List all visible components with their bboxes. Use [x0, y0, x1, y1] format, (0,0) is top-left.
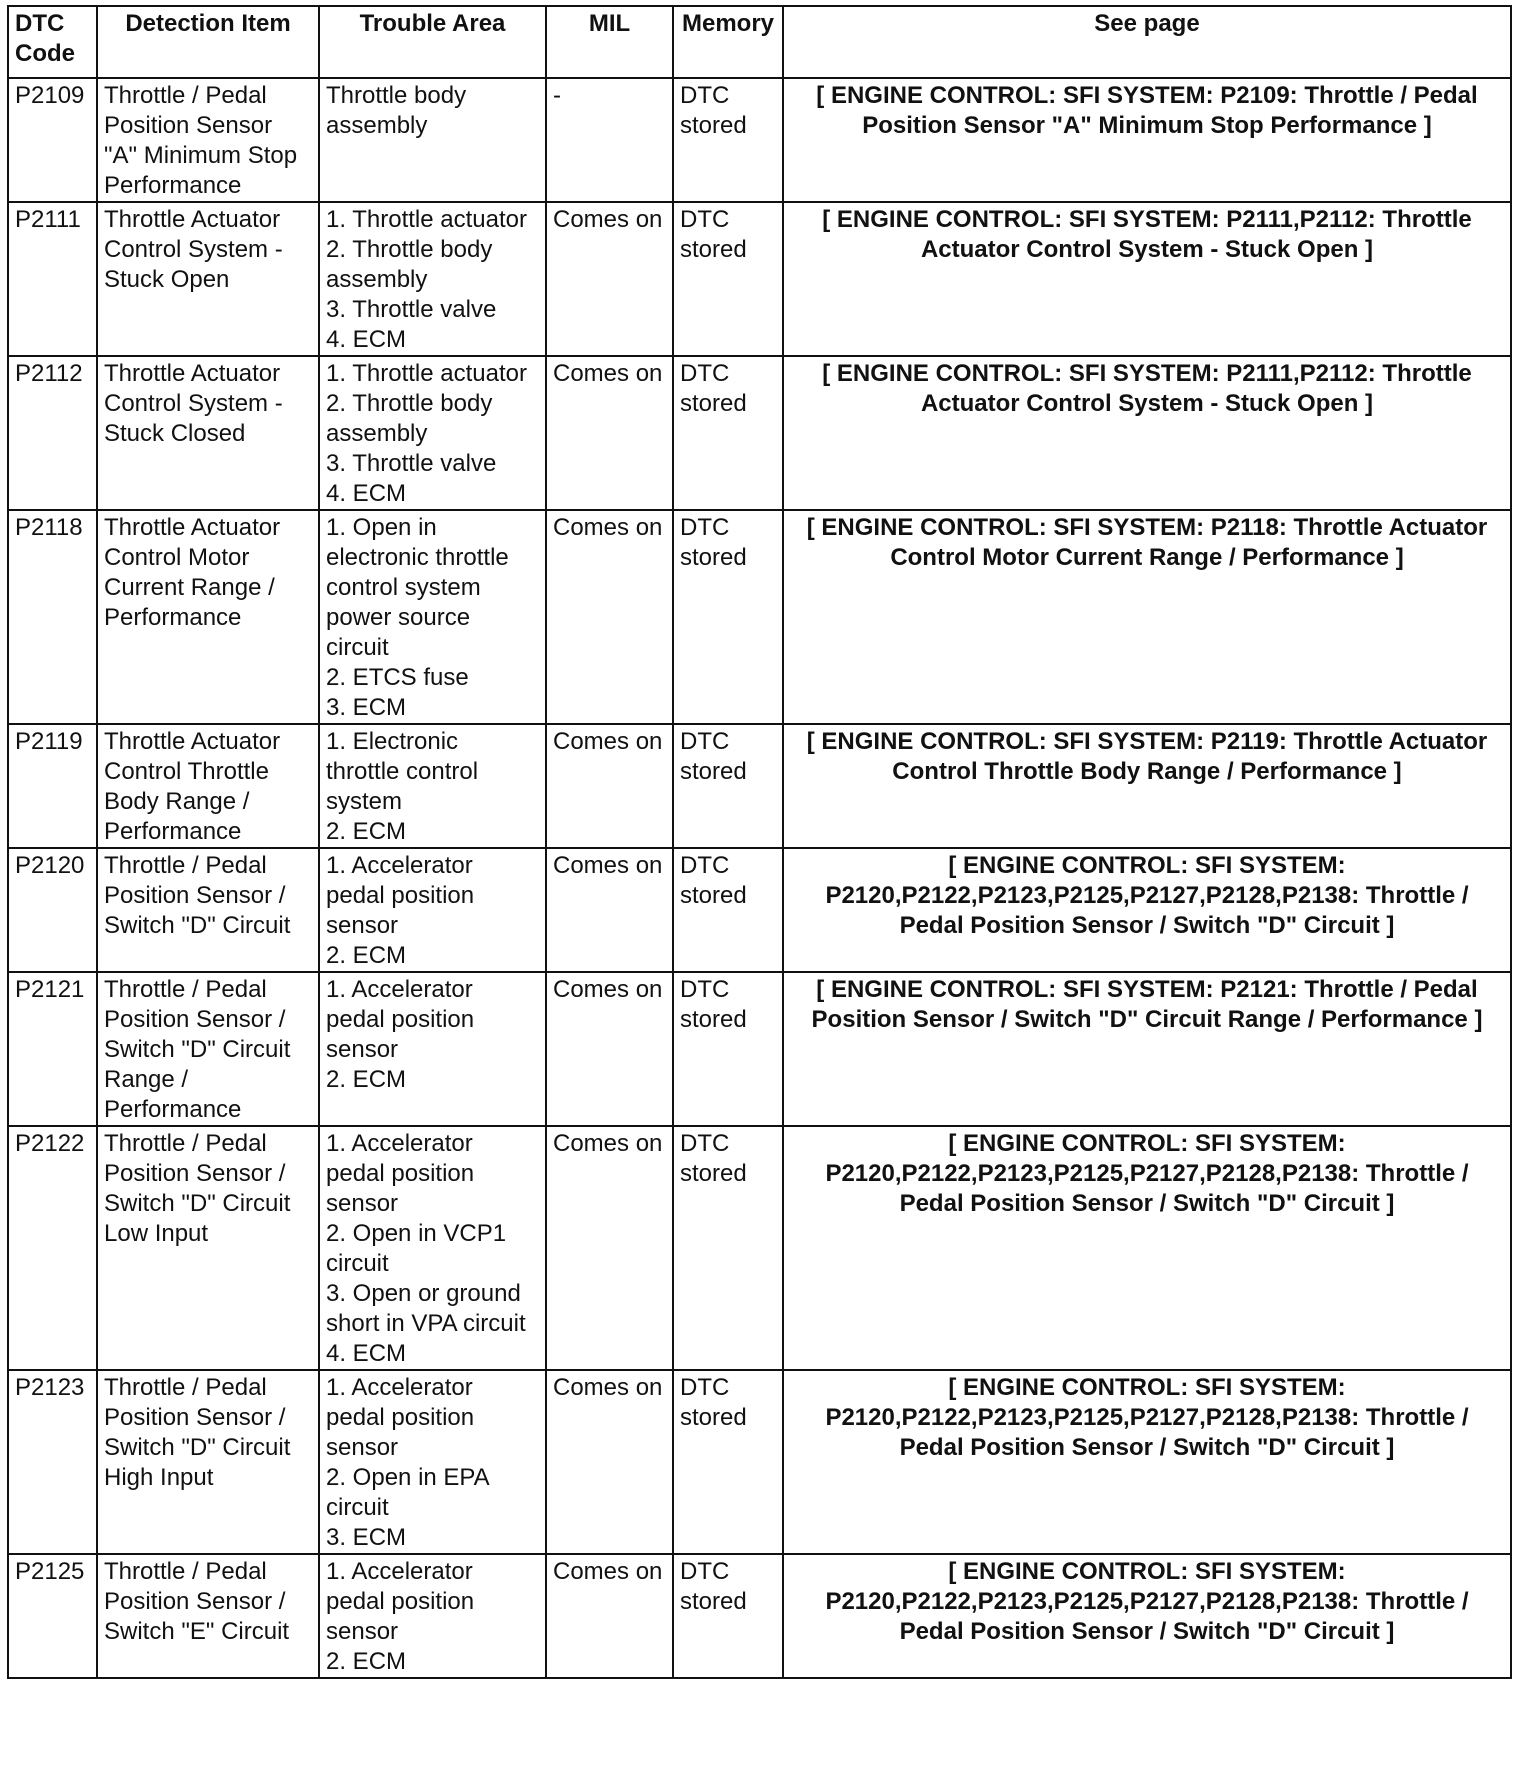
header-memory: Memory: [673, 6, 783, 78]
detection-item-line: Switch "E" Circuit: [104, 1618, 290, 1645]
memory-line: DTC: [680, 852, 730, 879]
dtc-code-cell: P2122: [8, 1126, 97, 1370]
trouble-area-line: 2. Throttle body: [326, 390, 493, 417]
trouble-area-line: assembly: [326, 112, 428, 139]
detection-item-line: Throttle Actuator: [104, 360, 281, 387]
trouble-area-line: system: [326, 788, 403, 815]
table-row: [8, 1370, 1511, 1554]
memory-line: stored: [680, 882, 747, 909]
see-page-line: [ ENGINE CONTROL: SFI SYSTEM:: [948, 1558, 1346, 1585]
trouble-area-line: 2. ECM: [326, 1648, 407, 1675]
trouble-area-line: circuit: [326, 1250, 389, 1277]
mil-cell: Comes on: [546, 848, 673, 972]
detection-item-line: Range /: [104, 1066, 189, 1093]
trouble-area-line: Throttle body: [326, 82, 467, 109]
detection-item-line: Position Sensor /: [104, 882, 286, 909]
trouble-area-line: electronic throttle: [326, 544, 509, 571]
table-row: [8, 202, 1511, 356]
trouble-area-line: 2. ECM: [326, 942, 407, 969]
trouble-area-line: pedal position: [326, 1006, 475, 1033]
memory-line: stored: [680, 1160, 747, 1187]
detection-item-cell: [97, 356, 319, 510]
trouble-area-line: circuit: [326, 634, 389, 661]
detection-item-cell: [97, 848, 319, 972]
dtc-code-cell: P2111: [8, 202, 97, 356]
trouble-area-cell: [319, 356, 546, 510]
trouble-area-cell: [319, 1126, 546, 1370]
memory-cell: [673, 972, 783, 1126]
trouble-area-line: assembly: [326, 420, 428, 447]
detection-item-cell: [97, 78, 319, 202]
detection-item-line: Throttle / Pedal: [104, 852, 267, 879]
see-page-line: P2120,P2122,P2123,P2125,P2127,P2128,P2138: Throttle /: [825, 882, 1469, 909]
detection-item-line: Position Sensor /: [104, 1588, 286, 1615]
trouble-area-cell: [319, 1370, 546, 1554]
mil-cell: -: [546, 78, 673, 202]
mil-cell: Comes on: [546, 356, 673, 510]
memory-cell: [673, 202, 783, 356]
detection-item-line: Performance: [104, 604, 242, 631]
see-page-line: [ ENGINE CONTROL: SFI SYSTEM:: [948, 1130, 1346, 1157]
trouble-area-line: circuit: [326, 1494, 389, 1521]
see-page-link[interactable]: [783, 78, 1511, 202]
detection-item-line: Low Input: [104, 1220, 209, 1247]
dtc-code-cell: P2119: [8, 724, 97, 848]
trouble-area-cell: [319, 724, 546, 848]
see-page-line: [ ENGINE CONTROL: SFI SYSTEM:: [948, 1374, 1346, 1401]
memory-line: DTC: [680, 360, 730, 387]
see-page-line: [ ENGINE CONTROL: SFI SYSTEM:: [948, 852, 1346, 879]
memory-line: stored: [680, 390, 747, 417]
memory-line: DTC: [680, 82, 730, 109]
detection-item-line: Throttle Actuator: [104, 206, 281, 233]
memory-line: DTC: [680, 1558, 730, 1585]
trouble-area-line: 2. Open in EPA: [326, 1464, 490, 1491]
detection-item-line: Position Sensor: [104, 112, 273, 139]
memory-line: DTC: [680, 514, 730, 541]
trouble-area-line: pedal position: [326, 1588, 475, 1615]
see-page-line: [ ENGINE CONTROL: SFI SYSTEM: P2111,P2112: Throttle: [822, 206, 1472, 233]
memory-line: DTC: [680, 206, 730, 233]
dtc-code-cell: P2120: [8, 848, 97, 972]
detection-item-line: "A" Minimum Stop: [104, 142, 298, 169]
see-page-line: [ ENGINE CONTROL: SFI SYSTEM: P2109: Throttle / Pedal: [816, 82, 1478, 109]
trouble-area-cell: [319, 972, 546, 1126]
detection-item-line: Performance: [104, 1096, 242, 1123]
see-page-link[interactable]: [783, 848, 1511, 972]
trouble-area-line: 1. Accelerator: [326, 852, 473, 879]
detection-item-line: Control Throttle: [104, 758, 269, 785]
trouble-area-cell: [319, 202, 546, 356]
trouble-area-line: 1. Throttle actuator: [326, 360, 527, 387]
dtc-code-cell: P2125: [8, 1554, 97, 1678]
memory-cell: [673, 1126, 783, 1370]
memory-line: stored: [680, 1588, 747, 1615]
header-trouble-area: Trouble Area: [319, 6, 546, 78]
memory-line: stored: [680, 544, 747, 571]
detection-item-cell: [97, 1554, 319, 1678]
mil-cell: Comes on: [546, 972, 673, 1126]
memory-line: DTC: [680, 976, 730, 1003]
detection-item-line: Stuck Closed: [104, 420, 246, 447]
detection-item-cell: [97, 972, 319, 1126]
dtc-table: [7, 5, 1512, 1679]
detection-item-line: Stuck Open: [104, 266, 230, 293]
trouble-area-line: 1. Accelerator: [326, 1374, 473, 1401]
detection-item-cell: [97, 724, 319, 848]
trouble-area-line: sensor: [326, 1190, 399, 1217]
table-row: [8, 510, 1511, 724]
trouble-area-cell: [319, 510, 546, 724]
header-mil: MIL: [546, 6, 673, 78]
see-page-line: Pedal Position Sensor / Switch "D" Circuit ]: [899, 1190, 1395, 1217]
see-page-line: Position Sensor / Switch "D" Circuit Range / Performance ]: [811, 1006, 1483, 1033]
detection-item-line: Position Sensor /: [104, 1160, 286, 1187]
table-row: [8, 78, 1511, 202]
see-page-link[interactable]: [783, 1554, 1511, 1678]
detection-item-line: Performance: [104, 172, 242, 199]
detection-item-line: Throttle Actuator: [104, 514, 281, 541]
trouble-area-line: 1. Throttle actuator: [326, 206, 527, 233]
dtc-code-cell: P2109: [8, 78, 97, 202]
see-page-line: P2120,P2122,P2123,P2125,P2127,P2128,P2138: Throttle /: [825, 1404, 1469, 1431]
detection-item-line: Position Sensor /: [104, 1006, 286, 1033]
trouble-area-line: pedal position: [326, 1404, 475, 1431]
table-body: [8, 78, 1511, 1678]
see-page-line: P2120,P2122,P2123,P2125,P2127,P2128,P2138: Throttle /: [825, 1588, 1469, 1615]
header-detection-item: Detection Item: [97, 6, 319, 78]
trouble-area-line: pedal position: [326, 882, 475, 909]
table-header: [8, 6, 1511, 78]
trouble-area-line: 1. Accelerator: [326, 1558, 473, 1585]
detection-item-line: Current Range /: [104, 574, 275, 601]
see-page-line: Actuator Control System - Stuck Open ]: [920, 236, 1374, 263]
detection-item-line: Throttle / Pedal: [104, 1558, 267, 1585]
memory-line: DTC: [680, 728, 730, 755]
trouble-area-cell: [319, 848, 546, 972]
see-page-line: Pedal Position Sensor / Switch "D" Circuit ]: [899, 912, 1395, 939]
trouble-area-line: 4. ECM: [326, 480, 407, 507]
detection-item-cell: [97, 1370, 319, 1554]
trouble-area-line: 3. Open or ground: [326, 1280, 521, 1307]
memory-line: stored: [680, 1006, 747, 1033]
trouble-area-line: 2. ETCS fuse: [326, 664, 469, 691]
memory-line: DTC: [680, 1374, 730, 1401]
see-page-link[interactable]: [783, 1126, 1511, 1370]
trouble-area-line: 1. Accelerator: [326, 1130, 473, 1157]
trouble-area-line: assembly: [326, 266, 428, 293]
detection-item-line: Throttle Actuator: [104, 728, 281, 755]
mil-cell: Comes on: [546, 202, 673, 356]
table-row: [8, 1554, 1511, 1678]
memory-line: DTC: [680, 1130, 730, 1157]
detection-item-line: Position Sensor /: [104, 1404, 286, 1431]
trouble-area-line: sensor: [326, 1618, 399, 1645]
dtc-code-cell: P2123: [8, 1370, 97, 1554]
dtc-code-cell: P2121: [8, 972, 97, 1126]
trouble-area-line: pedal position: [326, 1160, 475, 1187]
detection-item-line: Throttle / Pedal: [104, 976, 267, 1003]
trouble-area-line: 3. Throttle valve: [326, 296, 497, 323]
trouble-area-line: 4. ECM: [326, 326, 407, 353]
dtc-code-cell: P2118: [8, 510, 97, 724]
trouble-area-line: 2. ECM: [326, 818, 407, 845]
memory-line: stored: [680, 1404, 747, 1431]
trouble-area-line: 2. ECM: [326, 1066, 407, 1093]
table-row: [8, 356, 1511, 510]
memory-cell: [673, 724, 783, 848]
trouble-area-line: sensor: [326, 1036, 399, 1063]
detection-item-line: High Input: [104, 1464, 214, 1491]
detection-item-line: Control Motor: [104, 544, 250, 571]
trouble-area-line: 3. ECM: [326, 694, 407, 721]
see-page-link[interactable]: [783, 202, 1511, 356]
memory-cell: [673, 356, 783, 510]
trouble-area-line: power source: [326, 604, 471, 631]
see-page-line: Pedal Position Sensor / Switch "D" Circuit ]: [899, 1618, 1395, 1645]
mil-cell: Comes on: [546, 1554, 673, 1678]
see-page-line: [ ENGINE CONTROL: SFI SYSTEM: P2111,P2112: Throttle: [822, 360, 1472, 387]
see-page-link[interactable]: [783, 510, 1511, 724]
see-page-line: [ ENGINE CONTROL: SFI SYSTEM: P2121: Throttle / Pedal: [816, 976, 1478, 1003]
table-row: [8, 972, 1511, 1126]
trouble-area-line: 3. Throttle valve: [326, 450, 497, 477]
trouble-area-line: 1. Electronic: [326, 728, 459, 755]
see-page-line: P2120,P2122,P2123,P2125,P2127,P2128,P2138: Throttle /: [825, 1160, 1469, 1187]
mil-cell: Comes on: [546, 510, 673, 724]
memory-cell: [673, 510, 783, 724]
trouble-area-line: sensor: [326, 912, 399, 939]
detection-item-line: Body Range /: [104, 788, 250, 815]
trouble-area-line: 2. Throttle body: [326, 236, 493, 263]
see-page-line: Control Motor Current Range / Performance ]: [890, 544, 1404, 571]
see-page-line: Pedal Position Sensor / Switch "D" Circuit ]: [899, 1434, 1395, 1461]
see-page-link[interactable]: [783, 972, 1511, 1126]
detection-item-cell: [97, 510, 319, 724]
see-page-line: Position Sensor "A" Minimum Stop Performance ]: [862, 112, 1432, 139]
detection-item-line: Switch "D" Circuit: [104, 1434, 291, 1461]
memory-cell: [673, 1370, 783, 1554]
see-page-link[interactable]: [783, 356, 1511, 510]
mil-cell: Comes on: [546, 1370, 673, 1554]
header-dtc-code: [8, 6, 97, 78]
detection-item-line: Switch "D" Circuit: [104, 1036, 291, 1063]
memory-cell: [673, 848, 783, 972]
trouble-area-line: 1. Accelerator: [326, 976, 473, 1003]
detection-item-line: Throttle / Pedal: [104, 1374, 267, 1401]
trouble-area-cell: [319, 78, 546, 202]
mil-cell: Comes on: [546, 1126, 673, 1370]
header-row: [8, 6, 1511, 78]
header-see-page: See page: [783, 6, 1511, 78]
see-page-line: [ ENGINE CONTROL: SFI SYSTEM: P2119: Throttle Actuator: [806, 728, 1488, 755]
trouble-area-line: 2. Open in VCP1: [326, 1220, 507, 1247]
memory-line: stored: [680, 758, 747, 785]
trouble-area-line: 4. ECM: [326, 1340, 407, 1367]
memory-line: stored: [680, 112, 747, 139]
detection-item-line: Control System -: [104, 236, 283, 263]
memory-line: stored: [680, 236, 747, 263]
see-page-link[interactable]: [783, 724, 1511, 848]
table-row: [8, 724, 1511, 848]
detection-item-line: Control System -: [104, 390, 283, 417]
detection-item-line: Switch "D" Circuit: [104, 912, 291, 939]
mil-cell: Comes on: [546, 724, 673, 848]
dtc-code-cell: P2112: [8, 356, 97, 510]
see-page-link[interactable]: [783, 1370, 1511, 1554]
see-page-line: Control Throttle Body Range / Performance ]: [892, 758, 1402, 785]
trouble-area-line: control system: [326, 574, 481, 601]
trouble-area-cell: [319, 1554, 546, 1678]
trouble-area-line: 3. ECM: [326, 1524, 407, 1551]
trouble-area-line: sensor: [326, 1434, 399, 1461]
memory-cell: [673, 78, 783, 202]
detection-item-cell: [97, 202, 319, 356]
memory-cell: [673, 1554, 783, 1678]
detection-item-cell: [97, 1126, 319, 1370]
trouble-area-line: short in VPA circuit: [326, 1310, 526, 1337]
header-dtc-code-label: DTC Code: [15, 10, 75, 67]
detection-item-line: Switch "D" Circuit: [104, 1190, 291, 1217]
trouble-area-line: 1. Open in: [326, 514, 437, 541]
table-row: [8, 1126, 1511, 1370]
detection-item-line: Throttle / Pedal: [104, 1130, 267, 1157]
detection-item-line: Throttle / Pedal: [104, 82, 267, 109]
see-page-line: Actuator Control System - Stuck Open ]: [920, 390, 1374, 417]
detection-item-line: Performance: [104, 818, 242, 845]
trouble-area-line: throttle control: [326, 758, 479, 785]
see-page-line: [ ENGINE CONTROL: SFI SYSTEM: P2118: Throttle Actuator: [806, 514, 1488, 541]
table-row: [8, 848, 1511, 972]
